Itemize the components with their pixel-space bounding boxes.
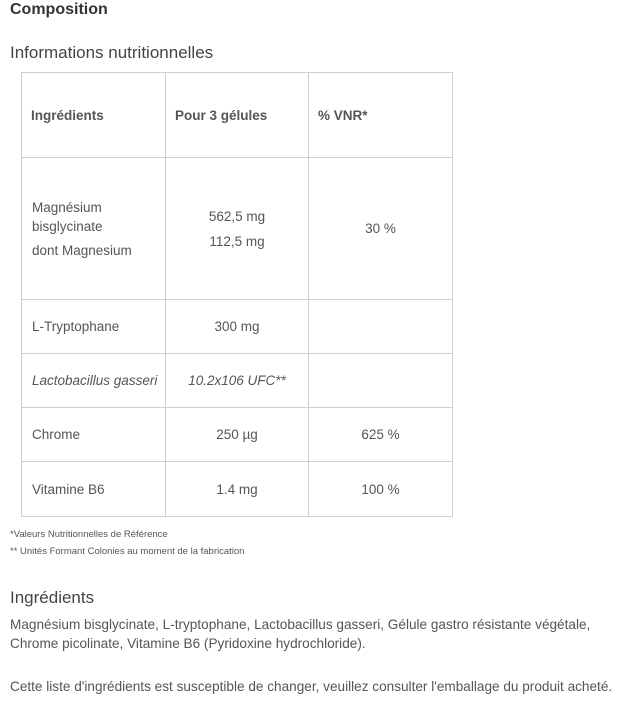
ingredient-name: Vitamine B6 (22, 462, 166, 517)
amount-cell (166, 158, 309, 300)
vnr-cell: 30 % (309, 158, 453, 300)
vnr-cell: 625 % (309, 408, 453, 462)
footnote-ufc: ** Unités Formant Colonies au moment de la fabrication (10, 546, 245, 557)
ingredient-name: Chrome (22, 408, 166, 462)
ingredient-name: bisglycinate (32, 218, 103, 234)
ingredients-text: Magnésium bisglycinate, L-tryptophane, Lactobacillus gasseri, Gélule gastro résistante végétale, Chrome picolinate, Vitamine B6 (Pyridoxine hydrochloride). (10, 617, 591, 651)
table-row (22, 158, 453, 300)
vnr-cell: 100 % (309, 462, 453, 517)
ingredient-name: Lactobacillus gasseri (22, 354, 166, 408)
nutrition-table (21, 72, 453, 517)
header-vnr: % VNR* (309, 73, 453, 158)
ingredient-cell (22, 158, 166, 300)
ingredients-note: Cette liste d'ingrédients est susceptible de changer, veuillez consulter l'emballage du produit acheté. (10, 679, 613, 694)
table-row (22, 354, 453, 408)
ingredient-name: L-Tryptophane (22, 300, 166, 354)
vnr-cell (309, 354, 453, 408)
amount-value: 300 mg (166, 300, 309, 354)
vnr-cell (309, 300, 453, 354)
nutrition-section-title: Informations nutritionnelles (10, 43, 214, 62)
table-row (22, 462, 453, 517)
header-amount: Pour 3 gélules (166, 73, 309, 158)
table-row (22, 408, 453, 462)
page-title: Composition (10, 1, 108, 18)
amount-value: 10.2x106 UFC** (166, 354, 309, 408)
amount-value: 562,5 mg (208, 208, 266, 224)
table-row (22, 300, 453, 354)
table-header-row (22, 73, 453, 158)
ingredient-name: dont Magnesium (32, 242, 132, 258)
header-ingredients: Ingrédients (22, 73, 166, 158)
amount-value: 250 µg (166, 408, 309, 462)
amount-value: 112,5 mg (209, 233, 265, 249)
ingredient-name: Magnésium (32, 199, 102, 215)
ingredients-section-title: Ingrédients (10, 588, 95, 607)
footnote-vnr: *Valeurs Nutritionnelles de Référence (10, 529, 168, 540)
amount-value: 1.4 mg (166, 462, 309, 517)
